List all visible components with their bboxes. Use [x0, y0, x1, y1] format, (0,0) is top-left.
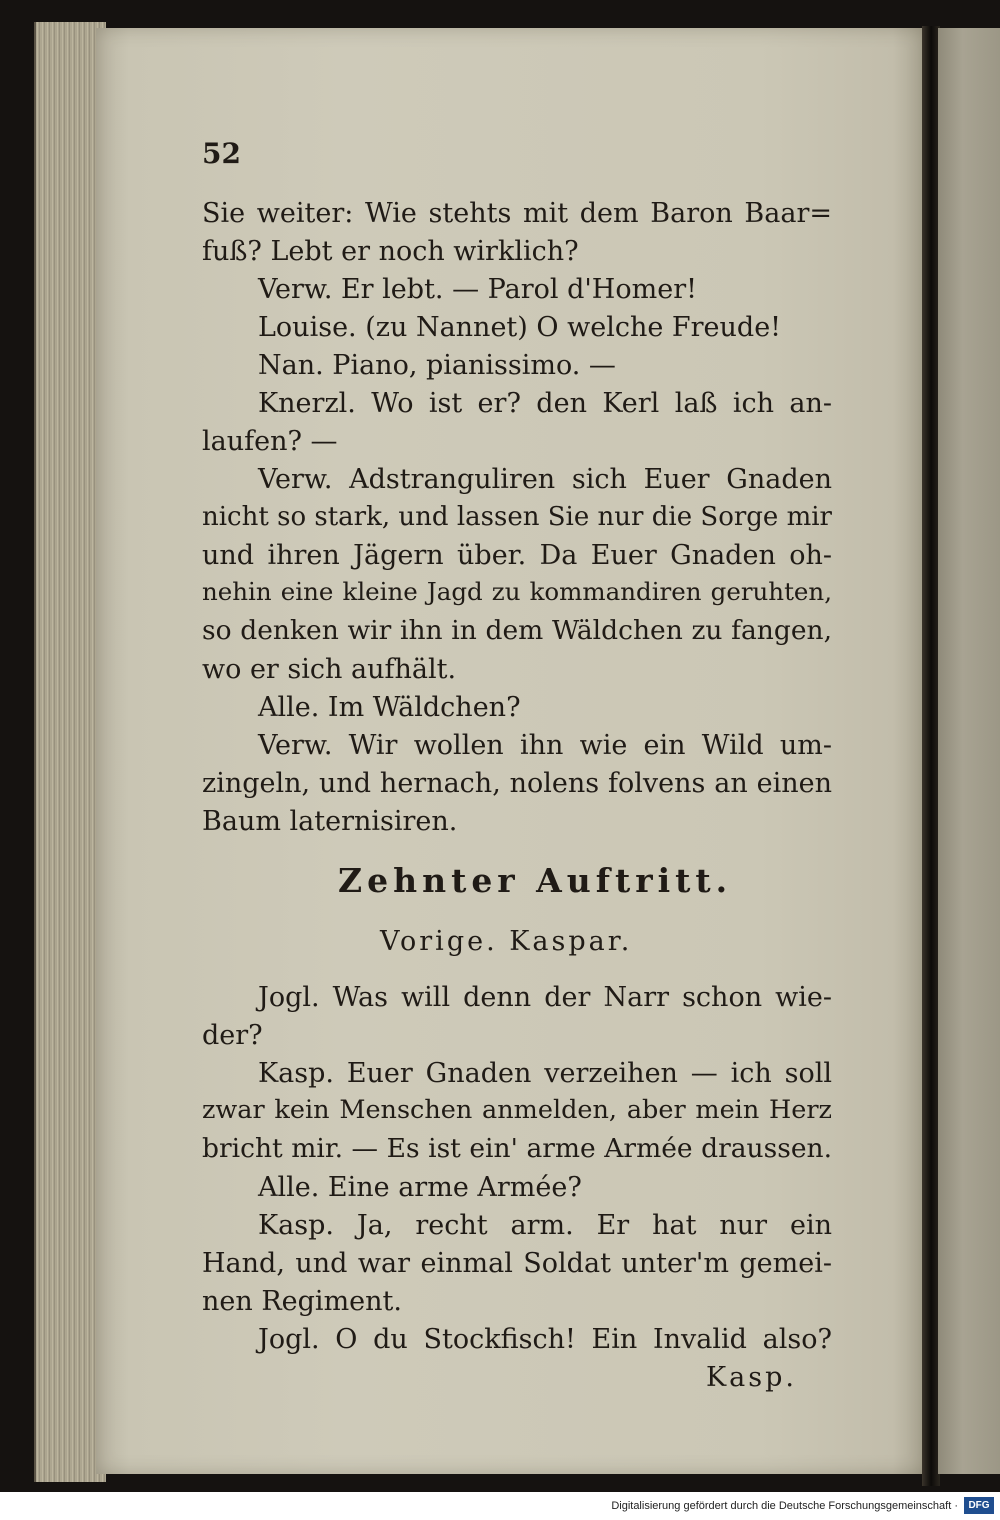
text-line: Alle. Im Wäldchen?	[258, 692, 521, 723]
text-line: Kasp. Ja, recht arm. Er hat nur ein	[258, 1210, 832, 1241]
footer-credit: Digitalisierung gefördert durch die Deutsche Forschungsgemeinschaft ·	[611, 1500, 958, 1512]
text-line: fuß? Lebt er noch wirklich?	[202, 236, 579, 267]
text-line: Verw. Adstranguliren sich Euer Gnaden	[258, 464, 832, 495]
text-line: Kasp. Euer Gnaden verzeihen — ich soll	[258, 1058, 832, 1089]
text-line: Jogl. O du Stockfisch! Ein Invalid also?	[258, 1324, 832, 1355]
text-line: Louise. (zu Nannet) O welche Freude!	[258, 312, 782, 343]
text-line: zingeln, und hernach, nolens folvens an einen	[202, 768, 832, 799]
text-line: und ihren Jägern über. Da Euer Gnaden oh-	[202, 540, 832, 571]
text-line: Nan. Piano, pianissimo. —	[258, 350, 616, 381]
text-line: Alle. Eine arme Armée?	[258, 1172, 582, 1203]
text-line: zwar kein Menschen anmelden, aber mein Herz	[202, 1095, 832, 1125]
scene-persons: Vorige. Kaspar.	[380, 926, 633, 957]
text-line: wo er sich aufhält.	[202, 654, 457, 685]
dfg-logo: DFG	[964, 1497, 994, 1514]
footer-bar	[0, 1492, 1000, 1520]
text-line: laufen? —	[202, 426, 338, 457]
text-line: Baum laternisiren.	[202, 806, 458, 837]
text-line: nehin eine kleine Jagd zu kommandiren geruhten,	[202, 577, 832, 606]
text-line: Jogl. Was will denn der Narr schon wie-	[258, 982, 832, 1013]
catchword: Kasp.	[706, 1362, 797, 1393]
text-line: Sie weiter: Wie stehts mit dem Baron Baar=	[202, 198, 832, 229]
text-line: Hand, und war einmal Soldat unter'm gemei-	[202, 1248, 832, 1279]
text-line: nicht so stark, und lassen Sie nur die Sorge mir	[202, 502, 832, 532]
scene-heading: Zehnter Auftritt.	[338, 861, 733, 900]
page-number: 52	[202, 137, 241, 170]
text-line: bricht mir. — Es ist ein' arme Armée draussen.	[202, 1133, 832, 1164]
next-page-edge	[938, 28, 1000, 1474]
text-line: nen Regiment.	[202, 1286, 402, 1317]
text-line: Verw. Er lebt. — Parol d'Homer!	[258, 274, 697, 305]
text-line: Verw. Wir wollen ihn wie ein Wild um-	[258, 730, 832, 761]
text-line: der?	[202, 1020, 263, 1051]
text-line: so denken wir ihn in dem Wäldchen zu fangen,	[202, 615, 832, 646]
text-line: Knerzl. Wo ist er? den Kerl laß ich an-	[258, 388, 832, 419]
